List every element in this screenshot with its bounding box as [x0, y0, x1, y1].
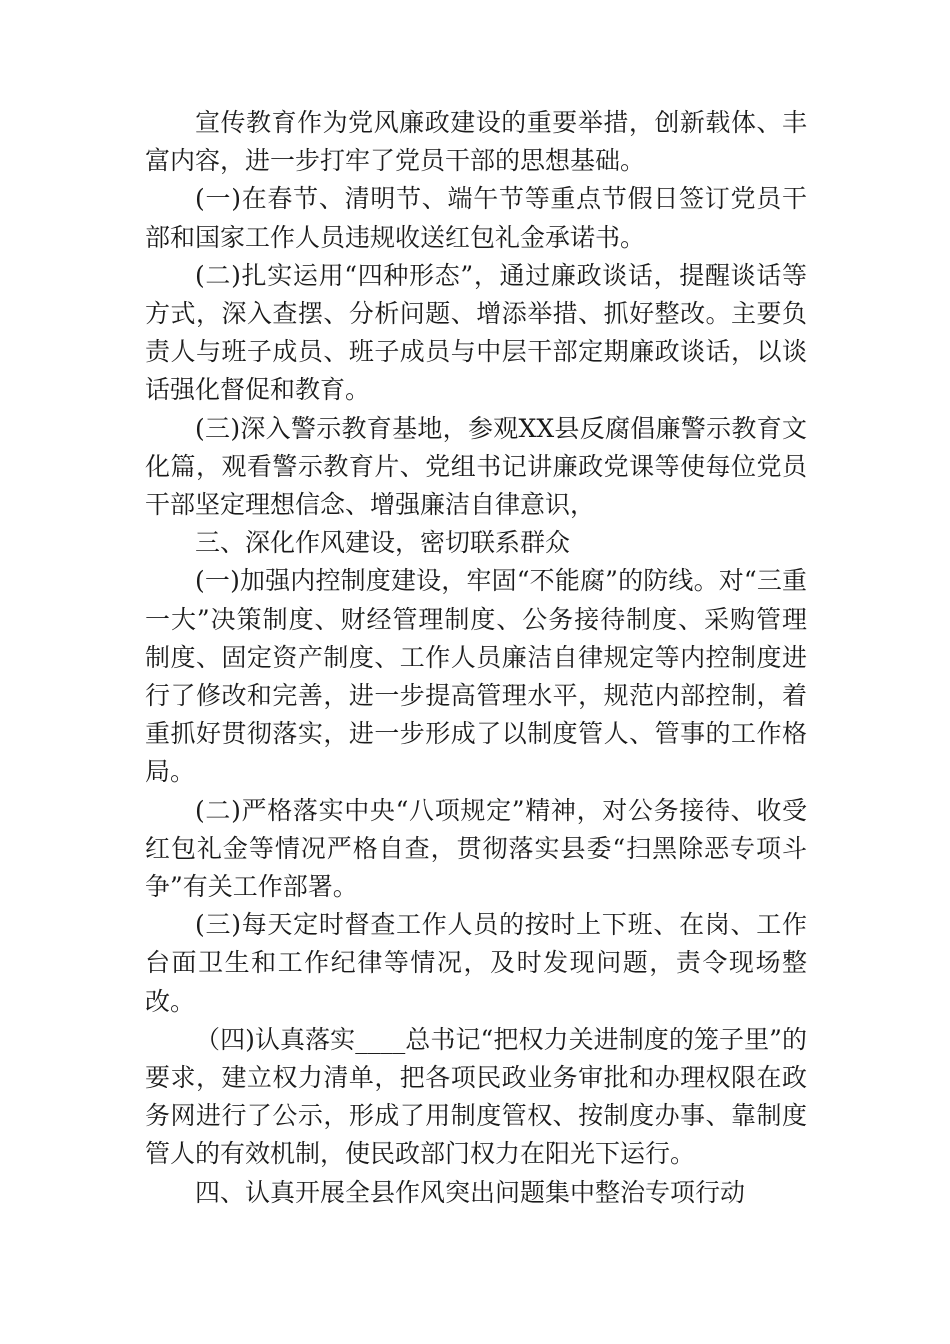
paragraph-internal-control: (一)加强内控制度建设，牢固“不能腐”的防线。对“三重一大”决策制度、财经管理制度、公务接待制度、采购管理制度、固定资产制度、工作人员廉洁自律规定等内控制度进行了修改和完善，进一步提高管理水平，规范内部控制，着重抓好贯彻落实，进一步形成了以制度管人、管事的工作格局。 — [145, 566, 807, 787]
section-heading-4: 四、认真开展全县作风突出问题集中整治专项行动 — [195, 1177, 746, 1207]
paragraph-daily-inspection: (三)每天定时督查工作人员的按时上下班、在岗、工作台面卫生和工作纪律等情况，及时发现问题，责令现场整改。 — [145, 910, 807, 1016]
paragraph-four-forms: (二)扎实运用“四种形态”，通过廉政谈话，提醒谈话等方式，深入查摆、分析问题、增添举措、抓好整改。主要负责人与班子成员、班子成员与中层干部定期廉政谈话，以谈话强化督促和教育。 — [145, 260, 807, 405]
paragraph-publicity-education: 宣传教育作为党风廉政建设的重要举措，创新载体、丰富内容，进一步打牢了党员干部的思想基础。 — [145, 108, 807, 176]
paragraph-holiday-pledge: (一)在春节、清明节、端午节等重点节假日签订党员干部和国家工作人员违规收送红包礼金承诺书。 — [145, 184, 807, 252]
paragraph-power-list: （四)认真落实____总书记“把权力关进制度的笼子里”的要求，建立权力清单，把各项民政业务审批和办理权限在政务网进行了公示，形成了用制度管权、按制度办事、靠制度管人的有效机制，使民政部门权力在阳光下运行。 — [145, 1024, 807, 1169]
document-page — [145, 104, 807, 1212]
paragraph-warning-education: (三)深入警示教育基地，参观XX县反腐倡廉警示教育文化篇，观看警示教育片、党组书记讲廉政党课等使每位党员干部坚定理想信念、增强廉洁自律意识， — [145, 413, 807, 520]
paragraph-eight-regulations: (二)严格落实中央“八项规定”精神，对公务接待、收受红包礼金等情况严格自查，贯彻落实县委“扫黑除恶专项斗争”有关工作部署。 — [145, 795, 807, 902]
section-heading-3: 三、深化作风建设，密切联系群众 — [195, 528, 571, 558]
